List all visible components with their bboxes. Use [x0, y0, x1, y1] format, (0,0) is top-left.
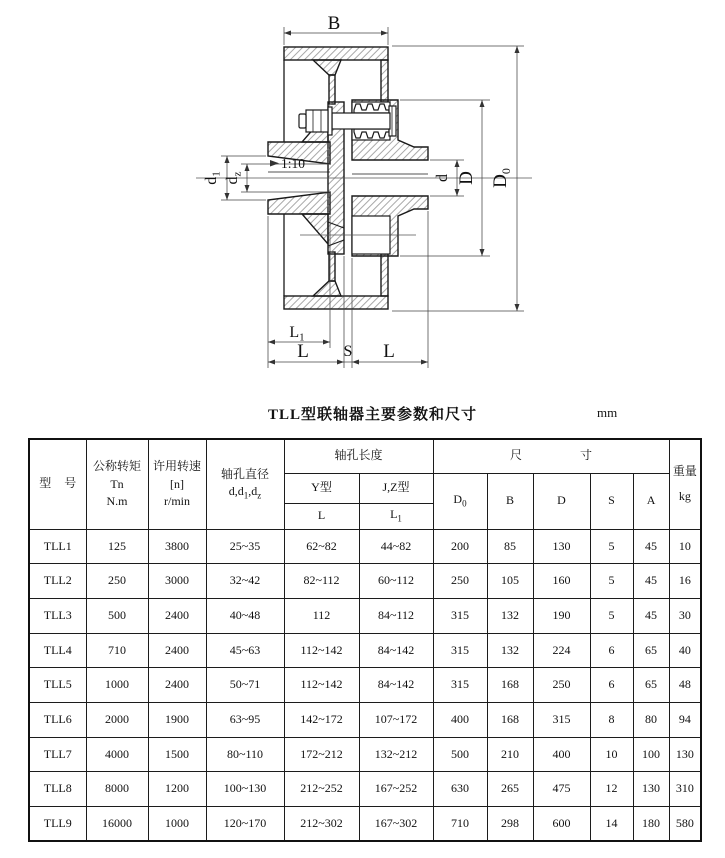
table-cell: 60~112 [359, 564, 433, 599]
table-cell: TLL7 [29, 737, 86, 772]
table-cell: 30 [669, 598, 701, 633]
table-cell: 32~42 [206, 564, 284, 599]
header-a: A [633, 473, 669, 529]
header-s: S [590, 473, 633, 529]
table-cell: 600 [533, 807, 590, 842]
dim-label-d1: $d_1$ [203, 171, 223, 185]
header-torque: 公称转矩 Tn N.m [86, 439, 148, 529]
header-l: L [284, 503, 359, 529]
table-cell: 1500 [148, 737, 206, 772]
table-cell: 475 [533, 772, 590, 807]
table-cell: 65 [633, 633, 669, 668]
taper-marker [270, 160, 279, 167]
header-bore-length: 轴孔长度 [284, 439, 433, 473]
table-cell: 112 [284, 598, 359, 633]
table-cell: 580 [669, 807, 701, 842]
table-cell: 85 [487, 529, 533, 564]
table-cell: 224 [533, 633, 590, 668]
header-weight: 重量 kg [669, 439, 701, 529]
header-bore-diameter: 轴孔直径 $d,d_1,d_z$ [206, 439, 284, 529]
nut [306, 110, 328, 132]
table-cell: 160 [533, 564, 590, 599]
table-cell: 1900 [148, 702, 206, 737]
table-cell: 12 [590, 772, 633, 807]
table-row [29, 807, 701, 842]
table-cell: 80 [633, 702, 669, 737]
table-cell: 250 [433, 564, 487, 599]
table-row [29, 598, 701, 633]
table-cell: 94 [669, 702, 701, 737]
table-cell: 4000 [86, 737, 148, 772]
table-cell: 100 [633, 737, 669, 772]
table-cell: 3000 [148, 564, 206, 599]
table-cell: TLL5 [29, 668, 86, 703]
coupling-section-drawing [0, 0, 725, 400]
table-cell: 130 [669, 737, 701, 772]
table-cell: 315 [433, 668, 487, 703]
table-cell: 400 [433, 702, 487, 737]
table-cell: 1000 [86, 668, 148, 703]
table-cell: 8000 [86, 772, 148, 807]
table-cell: 167~302 [359, 807, 433, 842]
table-cell: 250 [86, 564, 148, 599]
table-cell: 16 [669, 564, 701, 599]
table-cell: 710 [86, 633, 148, 668]
dim-label-d-cap: D [456, 171, 477, 185]
table-cell: 5 [590, 564, 633, 599]
table-cell: TLL1 [29, 529, 86, 564]
table-cell: 2400 [148, 598, 206, 633]
table-cell: 298 [487, 807, 533, 842]
table-cell: 172~212 [284, 737, 359, 772]
header-y-type: Y型 [284, 473, 359, 503]
dim-label-dz: $d_z$ [224, 171, 244, 185]
table-cell: 168 [487, 702, 533, 737]
dim-label-d0: $D_0$ [490, 168, 513, 188]
table-cell: 80~110 [206, 737, 284, 772]
keyway-lines [268, 172, 428, 174]
table-cell: 8 [590, 702, 633, 737]
table-row [29, 633, 701, 668]
washer [328, 107, 332, 135]
dim-label-s: S [343, 343, 353, 360]
table-cell: 100~130 [206, 772, 284, 807]
table-cell: 112~142 [284, 668, 359, 703]
table-cell: 105 [487, 564, 533, 599]
table-cell: 65 [633, 668, 669, 703]
table-cell: 212~252 [284, 772, 359, 807]
table-cell: 500 [86, 598, 148, 633]
parameters-table [28, 438, 702, 842]
table-cell: 84~112 [359, 598, 433, 633]
table-cell: 63~95 [206, 702, 284, 737]
table-cell: 210 [487, 737, 533, 772]
table-cell: 6 [590, 633, 633, 668]
table-cell: 265 [487, 772, 533, 807]
elastic-sleeve-lower [354, 129, 389, 138]
table-cell: TLL4 [29, 633, 86, 668]
table-cell: TLL2 [29, 564, 86, 599]
bolt-end [299, 114, 306, 128]
table-cell: 45 [633, 529, 669, 564]
header-jz-type: J,Z型 [359, 473, 433, 503]
table-row [29, 702, 701, 737]
table-cell: 180 [633, 807, 669, 842]
table-cell: 2400 [148, 633, 206, 668]
table-title: TLL型联轴器主要参数和尺寸 [268, 407, 478, 423]
table-cell: 3800 [148, 529, 206, 564]
table-cell: TLL6 [29, 702, 86, 737]
table-cell: 50~71 [206, 668, 284, 703]
dim-label-l-left: L [297, 341, 309, 362]
table-cell: 132~212 [359, 737, 433, 772]
header-dimensions: 尺 寸 [433, 439, 669, 473]
table-cell: 310 [669, 772, 701, 807]
table-cell: 500 [433, 737, 487, 772]
table-cell: 25~35 [206, 529, 284, 564]
pin [332, 113, 390, 129]
table-cell: TLL3 [29, 598, 86, 633]
table-cell: 1200 [148, 772, 206, 807]
table-row [29, 668, 701, 703]
table-cell: 168 [487, 668, 533, 703]
header-model: 型 号 [29, 439, 86, 529]
table-cell: 125 [86, 529, 148, 564]
elastic-sleeve-upper [354, 104, 389, 113]
table-row [29, 772, 701, 807]
dim-label-l-right: L [383, 341, 395, 362]
header-b: B [487, 473, 533, 529]
unit-label: mm [597, 405, 618, 420]
table-cell: 710 [433, 807, 487, 842]
table-cell: 630 [433, 772, 487, 807]
table-cell: 132 [487, 598, 533, 633]
table-cell: 48 [669, 668, 701, 703]
table-cell: 120~170 [206, 807, 284, 842]
table-cell: TLL9 [29, 807, 86, 842]
table-cell: 45 [633, 598, 669, 633]
dim-label-b: B [327, 13, 341, 34]
table-cell: 10 [669, 529, 701, 564]
table-cell: 5 [590, 529, 633, 564]
table-cell: 44~82 [359, 529, 433, 564]
table-cell: 45~63 [206, 633, 284, 668]
table-cell: 112~142 [284, 633, 359, 668]
table-row [29, 564, 701, 599]
table-cell: 14 [590, 807, 633, 842]
table-cell: 190 [533, 598, 590, 633]
table-cell: 2400 [148, 668, 206, 703]
table-cell: 84~142 [359, 668, 433, 703]
table-cell: 167~252 [359, 772, 433, 807]
table-cell: 315 [533, 702, 590, 737]
table-cell: 212~302 [284, 807, 359, 842]
table-cell: 10 [590, 737, 633, 772]
header-speed: 许用转速 [n] r/min [148, 439, 206, 529]
table-cell: 132 [487, 633, 533, 668]
table-cell: 250 [533, 668, 590, 703]
table-cell: TLL8 [29, 772, 86, 807]
dim-label-l1: $L_1$ [289, 324, 305, 344]
table-cell: 5 [590, 598, 633, 633]
table-cell: 45 [633, 564, 669, 599]
table-cell: 200 [433, 529, 487, 564]
table-cell: 142~172 [284, 702, 359, 737]
table-cell: 62~82 [284, 529, 359, 564]
table-cell: 107~172 [359, 702, 433, 737]
table-cell: 16000 [86, 807, 148, 842]
table-cell: 1000 [148, 807, 206, 842]
table-cell: 40~48 [206, 598, 284, 633]
table-cell: 40 [669, 633, 701, 668]
dim-label-d: d [434, 174, 451, 182]
table-cell: 130 [533, 529, 590, 564]
header-l1: $L_1$ [359, 503, 433, 529]
table-row [29, 529, 701, 564]
table-cell: 2000 [86, 702, 148, 737]
table-cell: 130 [633, 772, 669, 807]
table-row [29, 737, 701, 772]
table-body [29, 529, 701, 841]
table-cell: 6 [590, 668, 633, 703]
table-cell: 400 [533, 737, 590, 772]
taper-label: 1:10 [281, 156, 306, 171]
table-cell: 315 [433, 633, 487, 668]
header-d0: $D_0$ [433, 473, 487, 529]
table-cell: 84~142 [359, 633, 433, 668]
table-cell: 315 [433, 598, 487, 633]
header-d-cap: D [533, 473, 590, 529]
table-cell: 82~112 [284, 564, 359, 599]
